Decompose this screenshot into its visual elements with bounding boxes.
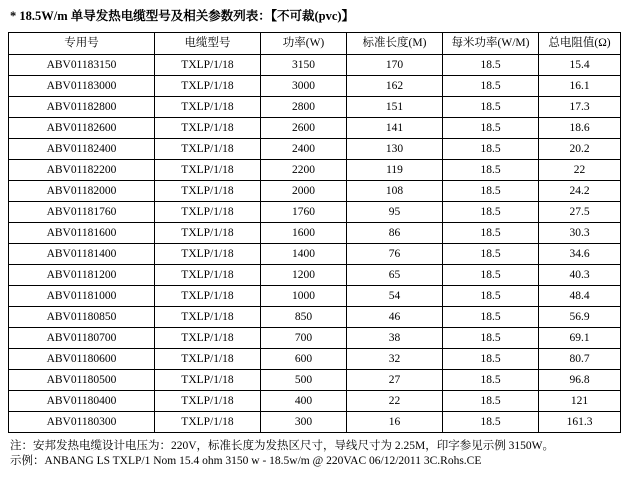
cell-cable-type: TXLP/1/18 xyxy=(155,181,261,202)
cell-power: 3150 xyxy=(261,55,347,76)
footnote-design-note: 注：安邦发热电缆设计电压为：220V，标准长度为发热区尺寸，导线尺寸为 2.25M，印字参见示例 3150W。 xyxy=(10,440,555,452)
cell-standard-length: 27 xyxy=(347,370,443,391)
cell-model-code: ABV01180300 xyxy=(9,412,155,433)
cell-model-code: ABV01180400 xyxy=(9,391,155,412)
cell-power-per-meter: 18.5 xyxy=(443,223,539,244)
cell-standard-length: 22 xyxy=(347,391,443,412)
cell-cable-type: TXLP/1/18 xyxy=(155,118,261,139)
cell-power-per-meter: 18.5 xyxy=(443,76,539,97)
cell-standard-length: 141 xyxy=(347,118,443,139)
cell-cable-type: TXLP/1/18 xyxy=(155,97,261,118)
cell-power-per-meter: 18.5 xyxy=(443,160,539,181)
cell-cable-type: TXLP/1/18 xyxy=(155,412,261,433)
page-title: * 18.5W/m 单导发热电缆型号及相关参数列表：【不可裁(pvc)】 xyxy=(10,9,355,23)
cell-power: 2000 xyxy=(261,181,347,202)
cell-power-per-meter: 18.5 xyxy=(443,244,539,265)
cell-power: 300 xyxy=(261,412,347,433)
column-header-standard-length: 标准长度(M) xyxy=(347,33,443,55)
cell-power: 400 xyxy=(261,391,347,412)
cell-cable-type: TXLP/1/18 xyxy=(155,265,261,286)
cell-standard-length: 162 xyxy=(347,76,443,97)
cell-cable-type: TXLP/1/18 xyxy=(155,391,261,412)
cell-power: 700 xyxy=(261,328,347,349)
cell-standard-length: 95 xyxy=(347,202,443,223)
cell-model-code: ABV01181760 xyxy=(9,202,155,223)
cell-standard-length: 54 xyxy=(347,286,443,307)
cell-power: 2200 xyxy=(261,160,347,181)
cell-model-code: ABV01180500 xyxy=(9,370,155,391)
cell-power-per-meter: 18.5 xyxy=(443,55,539,76)
cell-total-resistance: 121 xyxy=(539,391,621,412)
cell-cable-type: TXLP/1/18 xyxy=(155,139,261,160)
cell-total-resistance: 40.3 xyxy=(539,265,621,286)
cell-standard-length: 151 xyxy=(347,97,443,118)
cell-model-code: ABV01180600 xyxy=(9,349,155,370)
cell-power: 1760 xyxy=(261,202,347,223)
cell-power-per-meter: 18.5 xyxy=(443,370,539,391)
cell-cable-type: TXLP/1/18 xyxy=(155,286,261,307)
cell-total-resistance: 27.5 xyxy=(539,202,621,223)
table-row xyxy=(9,328,621,349)
cell-power: 2800 xyxy=(261,97,347,118)
cell-model-code: ABV01182000 xyxy=(9,181,155,202)
cell-power: 600 xyxy=(261,349,347,370)
cell-model-code: ABV01182800 xyxy=(9,97,155,118)
table-body xyxy=(9,55,621,433)
cell-standard-length: 170 xyxy=(347,55,443,76)
table-row xyxy=(9,391,621,412)
cell-standard-length: 119 xyxy=(347,160,443,181)
cell-standard-length: 32 xyxy=(347,349,443,370)
cell-model-code: ABV01182400 xyxy=(9,139,155,160)
table-row xyxy=(9,160,621,181)
table-row xyxy=(9,349,621,370)
cell-power-per-meter: 18.5 xyxy=(443,307,539,328)
cell-total-resistance: 56.9 xyxy=(539,307,621,328)
cell-standard-length: 46 xyxy=(347,307,443,328)
cell-model-code: ABV01181600 xyxy=(9,223,155,244)
table-row xyxy=(9,202,621,223)
cell-cable-type: TXLP/1/18 xyxy=(155,349,261,370)
cell-power-per-meter: 18.5 xyxy=(443,328,539,349)
cell-total-resistance: 80.7 xyxy=(539,349,621,370)
cell-model-code: ABV01182600 xyxy=(9,118,155,139)
cell-total-resistance: 34.6 xyxy=(539,244,621,265)
cell-cable-type: TXLP/1/18 xyxy=(155,307,261,328)
cell-power: 850 xyxy=(261,307,347,328)
cell-power: 1600 xyxy=(261,223,347,244)
cell-power: 1000 xyxy=(261,286,347,307)
cell-model-code: ABV01183150 xyxy=(9,55,155,76)
cell-power: 2400 xyxy=(261,139,347,160)
column-header-power-per-meter: 每米功率(W/M) xyxy=(443,33,539,55)
cell-total-resistance: 17.3 xyxy=(539,97,621,118)
footnote-example-marking: 示例：ANBANG LS TXLP/1 Nom 15.4 ohm 3150 w - 18.5w/m @ 220VAC 06/12/2011 3C.Rohs.CE xyxy=(10,455,482,467)
cell-model-code: ABV01180850 xyxy=(9,307,155,328)
cell-total-resistance: 69.1 xyxy=(539,328,621,349)
cell-total-resistance: 48.4 xyxy=(539,286,621,307)
table-row xyxy=(9,223,621,244)
cell-total-resistance: 30.3 xyxy=(539,223,621,244)
cell-power: 1200 xyxy=(261,265,347,286)
cell-power-per-meter: 18.5 xyxy=(443,118,539,139)
cell-power-per-meter: 18.5 xyxy=(443,202,539,223)
cell-cable-type: TXLP/1/18 xyxy=(155,328,261,349)
cell-standard-length: 86 xyxy=(347,223,443,244)
cell-power-per-meter: 18.5 xyxy=(443,349,539,370)
table-row xyxy=(9,118,621,139)
table-row xyxy=(9,76,621,97)
cell-model-code: ABV01181000 xyxy=(9,286,155,307)
cell-standard-length: 38 xyxy=(347,328,443,349)
cell-power-per-meter: 18.5 xyxy=(443,181,539,202)
cell-standard-length: 65 xyxy=(347,265,443,286)
table-row xyxy=(9,286,621,307)
footnotes xyxy=(10,439,621,469)
table-row xyxy=(9,412,621,433)
table-row xyxy=(9,265,621,286)
table-row xyxy=(9,307,621,328)
cable-spec-table xyxy=(8,32,621,433)
table-row xyxy=(9,139,621,160)
cell-standard-length: 16 xyxy=(347,412,443,433)
cell-cable-type: TXLP/1/18 xyxy=(155,244,261,265)
cell-power-per-meter: 18.5 xyxy=(443,265,539,286)
column-header-cable-type: 电缆型号 xyxy=(155,33,261,55)
table-row xyxy=(9,55,621,76)
cell-total-resistance: 18.6 xyxy=(539,118,621,139)
cell-total-resistance: 15.4 xyxy=(539,55,621,76)
cell-standard-length: 76 xyxy=(347,244,443,265)
cell-standard-length: 130 xyxy=(347,139,443,160)
cell-total-resistance: 24.2 xyxy=(539,181,621,202)
cell-model-code: ABV01181200 xyxy=(9,265,155,286)
table-row xyxy=(9,97,621,118)
cell-standard-length: 108 xyxy=(347,181,443,202)
cell-power-per-meter: 18.5 xyxy=(443,412,539,433)
cell-cable-type: TXLP/1/18 xyxy=(155,55,261,76)
cell-power: 2600 xyxy=(261,118,347,139)
cell-cable-type: TXLP/1/18 xyxy=(155,370,261,391)
cell-power-per-meter: 18.5 xyxy=(443,391,539,412)
cell-power: 1400 xyxy=(261,244,347,265)
cell-power: 500 xyxy=(261,370,347,391)
cell-model-code: ABV01181400 xyxy=(9,244,155,265)
cell-total-resistance: 20.2 xyxy=(539,139,621,160)
cell-model-code: ABV01183000 xyxy=(9,76,155,97)
table-row xyxy=(9,181,621,202)
cell-total-resistance: 161.3 xyxy=(539,412,621,433)
cell-power: 3000 xyxy=(261,76,347,97)
cell-power-per-meter: 18.5 xyxy=(443,139,539,160)
cell-model-code: ABV01182200 xyxy=(9,160,155,181)
cell-power-per-meter: 18.5 xyxy=(443,286,539,307)
cell-cable-type: TXLP/1/18 xyxy=(155,160,261,181)
column-header-model-code: 专用号 xyxy=(9,33,155,55)
column-header-total-resistance: 总电阻值(Ω) xyxy=(539,33,621,55)
cell-power-per-meter: 18.5 xyxy=(443,97,539,118)
cell-cable-type: TXLP/1/18 xyxy=(155,76,261,97)
column-header-power: 功率(W) xyxy=(261,33,347,55)
cell-total-resistance: 96.8 xyxy=(539,370,621,391)
table-header-row xyxy=(9,33,621,55)
table-row xyxy=(9,244,621,265)
cell-total-resistance: 16.1 xyxy=(539,76,621,97)
cell-model-code: ABV01180700 xyxy=(9,328,155,349)
table-row xyxy=(9,370,621,391)
cell-total-resistance: 22 xyxy=(539,160,621,181)
cell-cable-type: TXLP/1/18 xyxy=(155,223,261,244)
cell-cable-type: TXLP/1/18 xyxy=(155,202,261,223)
